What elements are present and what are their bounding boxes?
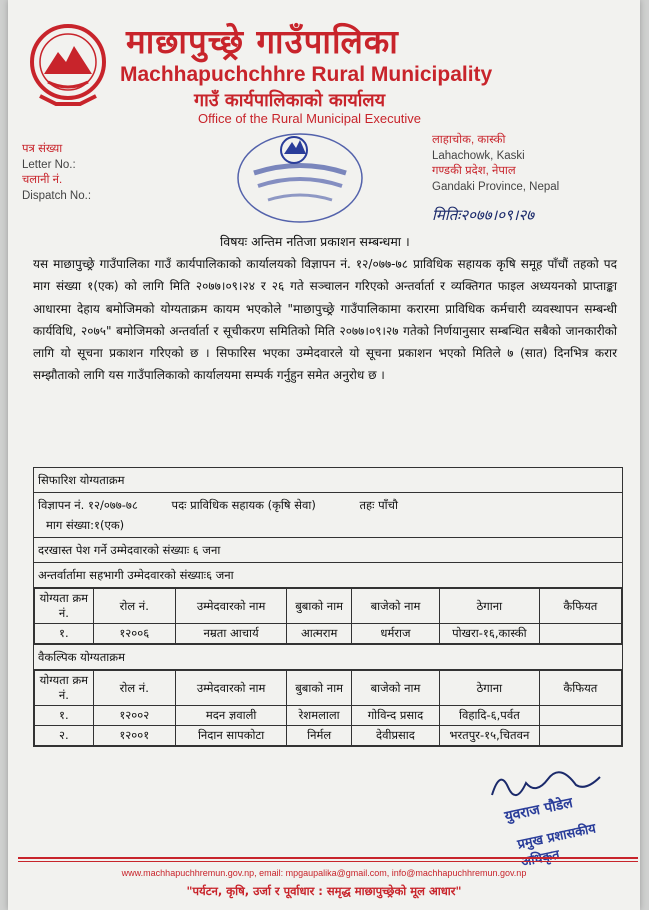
header-cell: योग्यता क्रम नं. [35, 589, 94, 624]
dispatch-no-label-en: Dispatch No.: [22, 189, 92, 202]
footer-slogan: "पर्यटन, कृषि, उर्जा र पूर्वाधार : समृद्ध माछापुच्छ्रेको मूल आधार" [186, 884, 462, 898]
office-stamp-icon [234, 128, 366, 228]
header-cell: उम्मेदवारको नाम [175, 589, 287, 624]
municipality-name-nepali: माछापुच्छ्रे गाउँपालिका [126, 22, 399, 61]
address-block [432, 133, 559, 195]
header-cell: रोल नं. [93, 589, 175, 624]
letter-page [8, 0, 640, 910]
post-name: पदः प्राविधिक सहायक (कृषि सेवा) [171, 498, 316, 512]
letter-subject: विषयः अन्तिम नतिजा प्रकाशन सम्बन्धमा । [220, 234, 410, 249]
address-place-en: Lahachowk, Kaski [432, 149, 525, 162]
address-place-np: लाहाचोक, कास्की [432, 134, 506, 146]
recommended-table [34, 588, 622, 644]
table-cell: गोविन्द प्रसाद [351, 706, 439, 726]
table-cell: आत्मराम [287, 624, 352, 644]
header-cell: ठेगाना [439, 589, 539, 624]
table-cell: भरतपुर-१५,चितवन [439, 726, 539, 746]
office-name-nepali: गाउँ कार्यपालिकाको कार्यालय [194, 90, 386, 111]
alternate-table [34, 670, 622, 746]
post-level: तहः पाँचौ [359, 498, 398, 512]
table-cell: पोखरा-१६,कास्की [439, 624, 539, 644]
table-cell: २. [35, 726, 94, 746]
ad-number: विज्ञापन नं. १२/०७७-७८ [38, 498, 138, 512]
letter-no-block [22, 142, 91, 204]
header-cell: रोल नं. [93, 671, 175, 706]
table-cell [539, 624, 621, 644]
interview-count: अन्तर्वार्तामा सहभागी उम्मेदवारको संख्याः६ जना [34, 563, 623, 588]
table-row [35, 726, 622, 746]
header-cell: कैफियत [539, 589, 621, 624]
address-province-en: Gandaki Province, Nepal [432, 180, 560, 193]
letter-body: यस माछापुच्छ्रे गाउँपालिका गाउँ कार्यपालिकाको कार्यालयको विज्ञापन नं. १२/०७७-७८ प्राविधिक सहायक कृषि समूह पाँचौं तहको पद माग संख्या १(एक) को लागि मिति २०७७।०९।२४ र २६ गते सञ्चालन गरिएको अन्तर्वार्ता र व्यक्तिगत फाइल अध्ययनको प्राप्ताङ्का आधारमा देहाय बमोजिमको योग्यताक्रम कायम भएकोले "माछापुच्छ्रे गाउँपालिकामा करारमा प्राविधिक कर्मचारी व्यवस्थापन सम्बन्धी कार्यविधि, २०७५" बमोजिमको अन्तर्वार्ता र सूचीकरण समितिको मिति २०७७।०९।२७ गतेको निर्णयानुसार सम्बन्धित सबैको जानकारीको लागि यो सूचना प्रकाशन गरिएको छ । सिफारिस भएका उम्मेदवारले यो सूचना प्रकाशन भएको मितिले ७ (सात) दिनभित्र करार सम्झौताको लागि यस गाउँपालिकाको कार्यालयमा सम्पर्क गर्नुहुन समेत अनुरोध छ । [33, 257, 617, 383]
applicant-count: दरखास्त पेश गर्ने उम्मेदवारको संख्याः ६ जना [34, 538, 623, 563]
table-cell: धर्मराज [351, 624, 439, 644]
letter-date: मितिः२०७७।०९।२७ [432, 206, 535, 224]
letter-no-label-np: पत्र संख्या [22, 143, 63, 155]
table-cell: विहादि-६,पर्वत [439, 706, 539, 726]
table-cell: निदान सापकोटा [175, 726, 287, 746]
header-cell: बाजेको नाम [351, 671, 439, 706]
dispatch-no-label-np: चलानी नं. [22, 174, 63, 187]
table-row [35, 706, 622, 726]
table-header-row [35, 671, 622, 706]
header-cell: ठेगाना [439, 671, 539, 706]
table-cell: १. [35, 706, 94, 726]
footer-contacts: www.machhapuchhremun.gov.np, email: mpgaupalika@gmail.com, info@machhapuchhremun.gov.np [121, 868, 527, 878]
vacancy-info [34, 493, 623, 538]
header-cell: उम्मेदवारको नाम [175, 671, 287, 706]
address-province-np: गण्डकी प्रदेश, नेपाल [432, 165, 516, 178]
section-title-alternate: वैकल्पिक योग्यताक्रम [34, 645, 623, 670]
table-cell: रेशमलाला [287, 706, 352, 726]
header-cell: बुबाको नाम [287, 671, 352, 706]
municipality-name-english: Machhapuchchhre Rural Municipality [120, 63, 493, 86]
header-cell: बुबाको नाम [287, 589, 352, 624]
table-cell: नम्रता आचार्य [175, 624, 287, 644]
header-cell: बाजेको नाम [351, 589, 439, 624]
table-row [35, 624, 622, 644]
signatory-name: युवराज पौडेल [503, 794, 575, 825]
merit-list-table [33, 467, 623, 747]
table-cell: १२००२ [93, 706, 175, 726]
office-name-english: Office of the Rural Municipal Executive [198, 111, 422, 126]
header-cell: योग्यता क्रम नं. [35, 671, 94, 706]
table-cell: मदन ज्ञवाली [175, 706, 287, 726]
footer-divider [18, 857, 638, 859]
signatory-title: प्रमुख प्रशासकीय [516, 821, 598, 853]
footer-divider-thin [18, 861, 638, 862]
table-cell: निर्मल [287, 726, 352, 746]
table-cell [539, 726, 621, 746]
header-cell: कैफियत [539, 671, 621, 706]
table-cell: १२००६ [93, 624, 175, 644]
demand-count: माग संख्या:१(एक) [46, 518, 125, 532]
table-cell [539, 706, 621, 726]
letter-no-label-en: Letter No.: [22, 158, 76, 171]
section-title-recommended: सिफारिश योग्यताक्रम [34, 468, 623, 493]
table-cell: १. [35, 624, 94, 644]
municipality-emblem-icon [28, 22, 108, 108]
table-header-row [35, 589, 622, 624]
table-cell: १२००१ [93, 726, 175, 746]
table-cell: देवीप्रसाद [351, 726, 439, 746]
